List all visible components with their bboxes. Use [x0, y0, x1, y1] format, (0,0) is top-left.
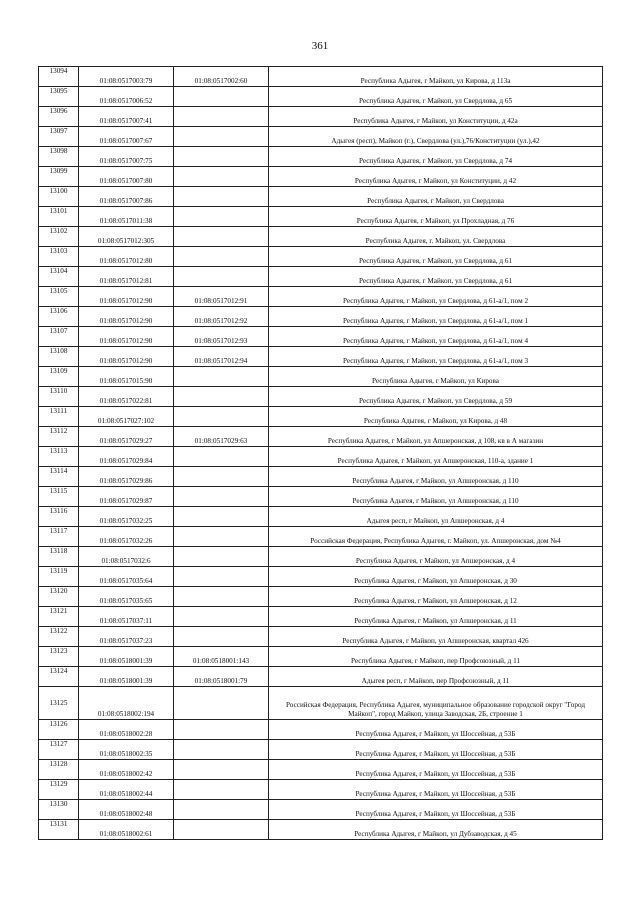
row-number-cell: 13112	[39, 427, 79, 447]
cadastral-number-cell: 01:08:0517007:75	[79, 147, 174, 167]
row-number-cell: 13097	[39, 127, 79, 147]
cadastral-number-cell: 01:08:0517003:79	[79, 67, 174, 87]
table-row	[39, 627, 603, 647]
cadastral-number-cell: 01:08:0517012:80	[79, 247, 174, 267]
cadastral-number-cell: 01:08:0518002:48	[79, 800, 174, 820]
table-row	[39, 227, 603, 247]
row-number-cell: 13124	[39, 667, 79, 687]
table-row	[39, 247, 603, 267]
table-row	[39, 267, 603, 287]
address-cell: Адыгея (респ), Майкоп (г.), Свердлова (ул.),76/Конституции (ул.),42	[269, 127, 603, 147]
row-number-cell: 13123	[39, 647, 79, 667]
cadastral-number-cell: 01:08:0518002:194	[79, 687, 174, 720]
parent-cadastral-number-cell: 01:08:0517002:60	[174, 67, 269, 87]
cadastral-number-cell: 01:08:0517015:90	[79, 367, 174, 387]
table-row	[39, 547, 603, 567]
table-row	[39, 207, 603, 227]
row-number-cell: 13129	[39, 780, 79, 800]
cadastral-number-cell: 01:08:0518001:39	[79, 647, 174, 667]
address-cell: Республика Адыгея, г Майкоп, ул Свердлова, д 61	[269, 247, 603, 267]
row-number-cell: 13122	[39, 627, 79, 647]
address-cell: Республика Адыгея, г Майкоп, ул Апшеронская, 110-а, здание 1	[269, 447, 603, 467]
address-cell: Республика Адыгея, г Майкоп, ул Апшеронская, д 30	[269, 567, 603, 587]
row-number-cell: 13104	[39, 267, 79, 287]
cadastral-number-cell: 01:08:0517007:80	[79, 167, 174, 187]
table-body	[39, 67, 603, 840]
address-cell: Республика Адыгея, г Майкоп, ул Свердлова, д 61-а/1, пом 3	[269, 347, 603, 367]
cadastral-number-cell: 01:08:0517029:87	[79, 487, 174, 507]
cadastral-number-cell: 01:08:0518002:28	[79, 720, 174, 740]
parent-cadastral-number-cell	[174, 487, 269, 507]
parent-cadastral-number-cell	[174, 720, 269, 740]
parent-cadastral-number-cell	[174, 187, 269, 207]
cadastral-registry-table	[38, 66, 603, 840]
parent-cadastral-number-cell	[174, 207, 269, 227]
address-cell: Республика Адыгея, г Майкоп, ул Кирова, д 48	[269, 407, 603, 427]
table-row	[39, 67, 603, 87]
parent-cadastral-number-cell	[174, 87, 269, 107]
parent-cadastral-number-cell	[174, 527, 269, 547]
parent-cadastral-number-cell	[174, 627, 269, 647]
cadastral-number-cell: 01:08:0517011:38	[79, 207, 174, 227]
row-number-cell: 13103	[39, 247, 79, 267]
row-number-cell: 13120	[39, 587, 79, 607]
cadastral-number-cell: 01:08:0517032:6	[79, 547, 174, 567]
cadastral-number-cell: 01:08:0517012:90	[79, 347, 174, 367]
parent-cadastral-number-cell: 01:08:0517029:63	[174, 427, 269, 447]
parent-cadastral-number-cell	[174, 107, 269, 127]
row-number-cell: 13130	[39, 800, 79, 820]
parent-cadastral-number-cell	[174, 507, 269, 527]
cadastral-number-cell: 01:08:0517037:23	[79, 627, 174, 647]
row-number-cell: 13126	[39, 720, 79, 740]
parent-cadastral-number-cell	[174, 247, 269, 267]
parent-cadastral-number-cell	[174, 127, 269, 147]
address-cell: Республика Адыгея, г Майкоп, ул Шоссейная, д 53Б	[269, 800, 603, 820]
cadastral-number-cell: 01:08:0517007:67	[79, 127, 174, 147]
address-cell: Республика Адыгея, г Майкоп, ул Апшеронская, д 110	[269, 487, 603, 507]
parent-cadastral-number-cell	[174, 780, 269, 800]
row-number-cell: 13096	[39, 107, 79, 127]
parent-cadastral-number-cell	[174, 587, 269, 607]
row-number-cell: 13098	[39, 147, 79, 167]
cadastral-number-cell: 01:08:0517029:86	[79, 467, 174, 487]
parent-cadastral-number-cell: 01:08:0517012:91	[174, 287, 269, 307]
table-row	[39, 87, 603, 107]
cadastral-number-cell: 01:08:0517012:90	[79, 307, 174, 327]
parent-cadastral-number-cell	[174, 227, 269, 247]
address-cell: Республика Адыгея, г Майкоп, ул Апшеронская, д 11	[269, 607, 603, 627]
row-number-cell: 13099	[39, 167, 79, 187]
table-row	[39, 407, 603, 427]
row-number-cell: 13131	[39, 820, 79, 840]
table-row	[39, 467, 603, 487]
cadastral-number-cell: 01:08:0517035:65	[79, 587, 174, 607]
row-number-cell: 13125	[39, 687, 79, 720]
parent-cadastral-number-cell	[174, 687, 269, 720]
row-number-cell: 13095	[39, 87, 79, 107]
row-number-cell: 13128	[39, 760, 79, 780]
address-cell: Республика Адыгея, г Майкоп, ул Шоссейная, д 53Б	[269, 740, 603, 760]
cadastral-number-cell: 01:08:0517012:90	[79, 287, 174, 307]
parent-cadastral-number-cell	[174, 820, 269, 840]
address-cell: Республика Адыгея, г Майкоп, ул Свердлова, д 61-а/1, пом 1	[269, 307, 603, 327]
row-number-cell: 13116	[39, 507, 79, 527]
row-number-cell: 13121	[39, 607, 79, 627]
cadastral-number-cell: 01:08:0518002:35	[79, 740, 174, 760]
address-cell: Республика Адыгея, г Майкоп, ул Прохладная, д 76	[269, 207, 603, 227]
address-cell: Республика Адыгея, г Майкоп, ул Свердлова, д 61-а/1, пом 2	[269, 287, 603, 307]
address-cell: Республика Адыгея, г Майкоп, ул Свердлова, д 61	[269, 267, 603, 287]
address-cell: Республика Адыгея, г Майкоп, ул Свердлова	[269, 187, 603, 207]
parent-cadastral-number-cell: 01:08:0517012:93	[174, 327, 269, 347]
address-cell: Республика Адыгея, г Майкоп, ул Конституции, д 42а	[269, 107, 603, 127]
cadastral-number-cell: 01:08:0517029:27	[79, 427, 174, 447]
parent-cadastral-number-cell: 01:08:0517012:94	[174, 347, 269, 367]
table-row	[39, 720, 603, 740]
row-number-cell: 13101	[39, 207, 79, 227]
address-cell: Адыгея респ, г Майкоп, пер Профсоюзный, д 11	[269, 667, 603, 687]
cadastral-number-cell: 01:08:0518002:42	[79, 760, 174, 780]
table-row	[39, 367, 603, 387]
cadastral-number-cell: 01:08:0517029:84	[79, 447, 174, 467]
page-number: 361	[311, 40, 329, 52]
row-number-cell: 13110	[39, 387, 79, 407]
table-row	[39, 607, 603, 627]
address-cell: Республика Адыгея, г Майкоп, ул Апшеронская, квартал 426	[269, 627, 603, 647]
cadastral-number-cell: 01:08:0517012:90	[79, 327, 174, 347]
address-cell: Республика Адыгея, г Майкоп, ул Свердлова, д 74	[269, 147, 603, 167]
address-cell: Республика Адыгея, г Майкоп, ул Апшеронская, д 110	[269, 467, 603, 487]
table-row	[39, 647, 603, 667]
cadastral-number-cell: 01:08:0517035:64	[79, 567, 174, 587]
parent-cadastral-number-cell: 01:08:0517012:92	[174, 307, 269, 327]
parent-cadastral-number-cell	[174, 147, 269, 167]
parent-cadastral-number-cell: 01:08:0518001:79	[174, 667, 269, 687]
address-cell: Республика Адыгея, г Майкоп, пер Профсоюзный, д 11	[269, 647, 603, 667]
address-cell: Республика Адыгея, г Майкоп, ул Апшеронская, д 4	[269, 547, 603, 567]
table-row	[39, 167, 603, 187]
parent-cadastral-number-cell	[174, 267, 269, 287]
table-row	[39, 487, 603, 507]
parent-cadastral-number-cell	[174, 387, 269, 407]
cadastral-number-cell: 01:08:0517012:305	[79, 227, 174, 247]
row-number-cell: 13107	[39, 327, 79, 347]
cadastral-number-cell: 01:08:0517022:81	[79, 387, 174, 407]
parent-cadastral-number-cell	[174, 547, 269, 567]
address-cell: Республика Адыгея, г Майкоп, ул Шоссейная, д 53Б	[269, 780, 603, 800]
address-cell: Республика Адыгея, г Майкоп, ул Апшеронская, д 12	[269, 587, 603, 607]
table-row	[39, 147, 603, 167]
table-row	[39, 567, 603, 587]
table-row	[39, 107, 603, 127]
table-row	[39, 347, 603, 367]
address-cell: Республика Адыгея, г Майкоп, ул Кирова	[269, 367, 603, 387]
parent-cadastral-number-cell	[174, 607, 269, 627]
table-row	[39, 687, 603, 720]
cadastral-number-cell: 01:08:0517037:11	[79, 607, 174, 627]
table-row	[39, 327, 603, 347]
row-number-cell: 13115	[39, 487, 79, 507]
row-number-cell: 13094	[39, 67, 79, 87]
table-row	[39, 780, 603, 800]
parent-cadastral-number-cell	[174, 467, 269, 487]
row-number-cell: 13127	[39, 740, 79, 760]
table-row	[39, 760, 603, 780]
cadastral-number-cell: 01:08:0517006:52	[79, 87, 174, 107]
row-number-cell: 13113	[39, 447, 79, 467]
parent-cadastral-number-cell	[174, 367, 269, 387]
row-number-cell: 13100	[39, 187, 79, 207]
row-number-cell: 13105	[39, 287, 79, 307]
row-number-cell: 13117	[39, 527, 79, 547]
address-cell: Республика Адыгея, г Майкоп, ул Свердлова, д 65	[269, 87, 603, 107]
address-cell: Республика Адыгея, г Майкоп, ул Свердлова, д 61-а/1, пом 4	[269, 327, 603, 347]
cadastral-number-cell: 01:08:0517027:102	[79, 407, 174, 427]
cadastral-number-cell: 01:08:0518001:39	[79, 667, 174, 687]
address-cell: Республика Адыгея, г. Майкоп, ул. Свердлова	[269, 227, 603, 247]
parent-cadastral-number-cell	[174, 407, 269, 427]
row-number-cell: 13108	[39, 347, 79, 367]
row-number-cell: 13111	[39, 407, 79, 427]
address-cell: Республика Адыгея, г Майкоп, ул Шоссейная, д 53Б	[269, 760, 603, 780]
row-number-cell: 13106	[39, 307, 79, 327]
row-number-cell: 13119	[39, 567, 79, 587]
row-number-cell: 13118	[39, 547, 79, 567]
address-cell: Республика Адыгея, г Майкоп, ул Апшеронская, д 108, кв в А магазин	[269, 427, 603, 447]
address-cell: Российская Федерация, Республика Адыгея, г. Майкоп, ул. Апшеронская, дом №4	[269, 527, 603, 547]
parent-cadastral-number-cell	[174, 167, 269, 187]
cadastral-number-cell: 01:08:0518002:44	[79, 780, 174, 800]
parent-cadastral-number-cell: 01:08:0518001:143	[174, 647, 269, 667]
row-number-cell: 13114	[39, 467, 79, 487]
cadastral-number-cell: 01:08:0517032:26	[79, 527, 174, 547]
table-row	[39, 447, 603, 467]
cadastral-number-cell: 01:08:0517032:25	[79, 507, 174, 527]
cadastral-number-cell: 01:08:0517007:41	[79, 107, 174, 127]
table-row	[39, 287, 603, 307]
cadastral-number-cell: 01:08:0518002:61	[79, 820, 174, 840]
row-number-cell: 13102	[39, 227, 79, 247]
parent-cadastral-number-cell	[174, 567, 269, 587]
address-cell: Республика Адыгея, г Майкоп, ул Свердлова, д 59	[269, 387, 603, 407]
cadastral-number-cell: 01:08:0517012:81	[79, 267, 174, 287]
table-row	[39, 127, 603, 147]
table-row	[39, 527, 603, 547]
cadastral-number-cell: 01:08:0517007:86	[79, 187, 174, 207]
parent-cadastral-number-cell	[174, 800, 269, 820]
table-row	[39, 800, 603, 820]
table-row	[39, 820, 603, 840]
address-cell: Республика Адыгея, г Майкоп, ул Шоссейная, д 53Б	[269, 720, 603, 740]
address-cell: Республика Адыгея, г Майкоп, ул Конституции, д 42	[269, 167, 603, 187]
address-cell: Адыгея респ, г Майкоп, ул Апшеронская, д 4	[269, 507, 603, 527]
table-row	[39, 587, 603, 607]
address-cell: Республика Адыгея, г Майкоп, ул Дубзаводская, д 45	[269, 820, 603, 840]
table-row	[39, 387, 603, 407]
table-row	[39, 507, 603, 527]
address-cell: Республика Адыгея, г Майкоп, ул Кирова, д 113а	[269, 67, 603, 87]
table-row	[39, 740, 603, 760]
table-row	[39, 427, 603, 447]
row-number-cell: 13109	[39, 367, 79, 387]
table-row	[39, 307, 603, 327]
table-row	[39, 667, 603, 687]
parent-cadastral-number-cell	[174, 740, 269, 760]
parent-cadastral-number-cell	[174, 760, 269, 780]
address-cell: Российская Федерация, Республика Адыгея, муниципальное образование городской округ "Город Майкоп", город Майкоп, улица Заводская, 2Б, строение 1	[269, 687, 603, 720]
parent-cadastral-number-cell	[174, 447, 269, 467]
table-row	[39, 187, 603, 207]
